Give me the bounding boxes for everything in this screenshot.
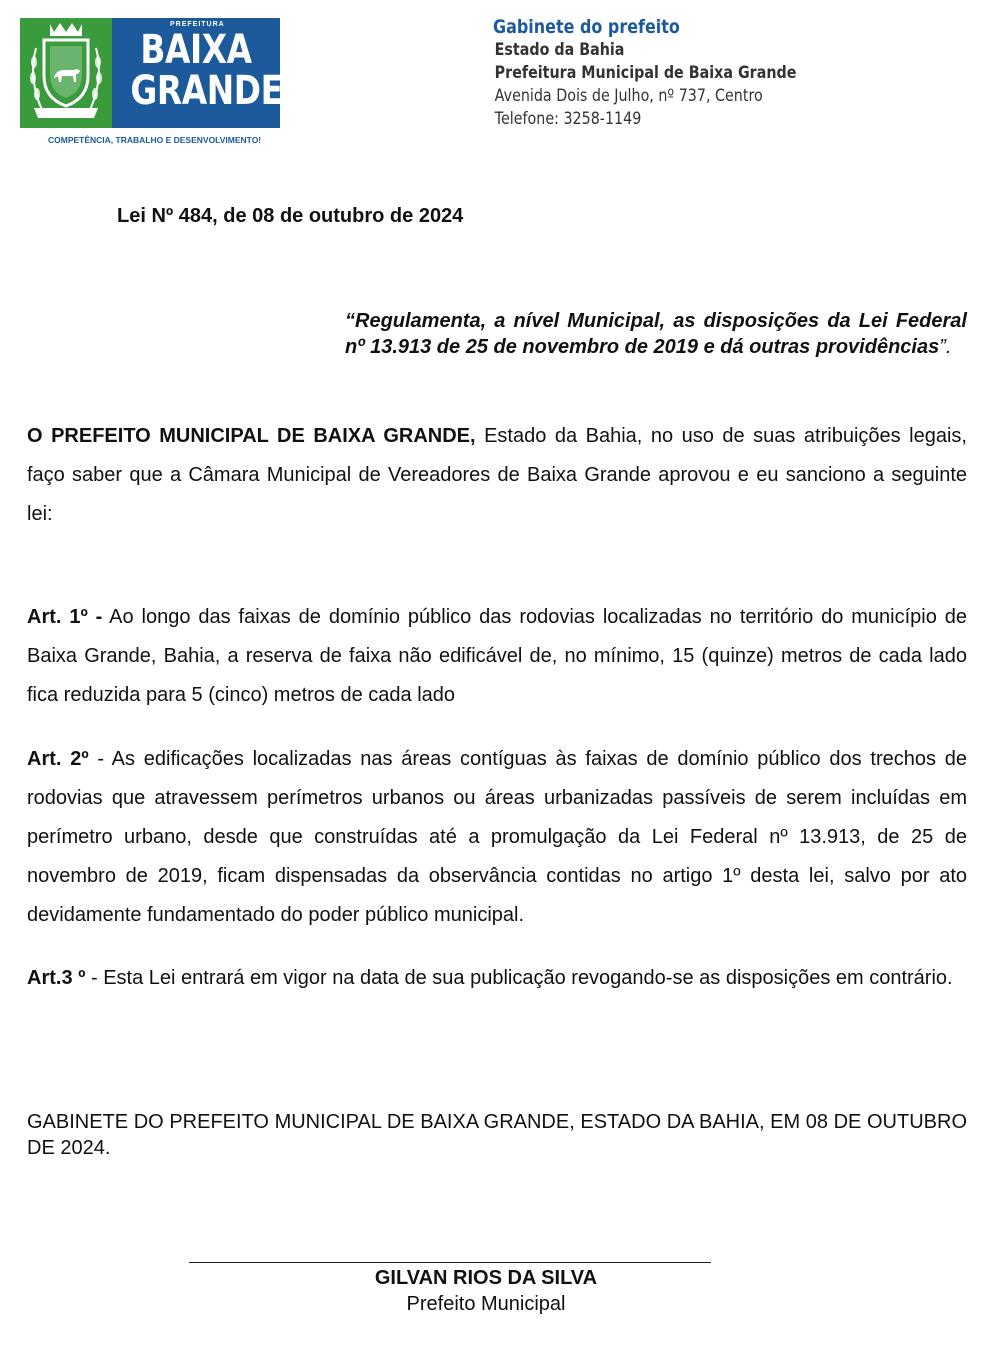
signatory-role: Prefeito Municipal <box>406 1293 566 1315</box>
office-name: Gabinete do prefeito <box>493 16 680 38</box>
summary-open-quote: “ <box>345 310 355 332</box>
summary-text: Regulamenta, a nível Municipal, as disposições da Lei Federal nº 13.913 de 25 de novembro de 2019 e dá outras providências <box>345 310 967 358</box>
signatory-name: GILVAN RIOS DA SILVA <box>374 1267 598 1289</box>
article-text: - Esta Lei entrará em vigor na data de sua publicação revogando-se as disposições em contrário. <box>85 967 953 989</box>
summary-close-quote: ”. <box>939 335 952 358</box>
logo-prefix: PREFEITURA <box>170 21 225 28</box>
enactment-authority: O PREFEITO MUNICIPAL DE BAIXA GRANDE, <box>27 425 476 447</box>
logo-city-name <box>130 27 283 114</box>
logo-name-line2: GRANDE <box>130 68 283 114</box>
law-title: Lei Nº 484, de 08 de outubro de 2024 <box>117 205 464 227</box>
signature-line <box>189 1262 711 1263</box>
article-2 <box>27 740 967 935</box>
logo-slogan: COMPETÊNCIA, TRABALHO E DESENVOLVIMENTO! <box>48 135 262 145</box>
law-summary <box>345 309 967 360</box>
office-contact-info <box>493 15 796 131</box>
article-label: Art. 1º - <box>27 606 103 628</box>
phone: Telefone: 3258-1149 <box>494 109 642 129</box>
article-label: Art.3 º <box>27 967 86 989</box>
coat-of-arms-emblem <box>20 18 112 128</box>
article-text: Ao longo das faixas de domínio público das rodovias localizadas no território do município de Baixa Grande, Bahia, a reserva de faixa não edificável de, no mínimo, 15 (quinze) metros de cada lado fica reduzida para 5 (cinco) metros de cada lado <box>27 606 967 706</box>
address: Avenida Dois de Julho, nº 737, Centro <box>494 86 763 106</box>
enactment-text: Estado da Bahia, no uso de suas atribuições legais, faço saber que a Câmara Municipal de Vereadores de Baixa Grande aprovou e eu sanciono a seguinte lei: <box>27 425 967 525</box>
logo-name-line1: BAIXA <box>140 27 252 73</box>
closing-statement: GABINETE DO PREFEITO MUNICIPAL DE BAIXA GRANDE, ESTADO DA BAHIA, EM 08 DE OUTUBRO DE 2024. <box>27 1111 967 1159</box>
enactment-clause <box>27 417 967 534</box>
article-3 <box>27 959 967 998</box>
city-hall-name: Prefeitura Municipal de Baixa Grande <box>494 63 797 83</box>
city-hall-logo <box>20 18 282 146</box>
article-text: - As edificações localizadas nas áreas contíguas às faixas de domínio público dos trechos de rodovias que atravessem perímetros urbanos ou áreas urbanizadas passíveis de serem incluídas em perímetro urbano, desde que construídas até a promulgação da Lei Federal nº 13.913, de 25 de novembro de 2019, ficam dispensadas da observância contidas no artigo 1º desta lei, salvo por ato devidamente fundamentado do poder público municipal. <box>27 748 967 926</box>
coat-of-arms-icon <box>20 18 112 128</box>
article-label: Art. 2º <box>27 748 89 770</box>
article-1 <box>27 598 967 715</box>
state-name: Estado da Bahia <box>494 40 625 60</box>
